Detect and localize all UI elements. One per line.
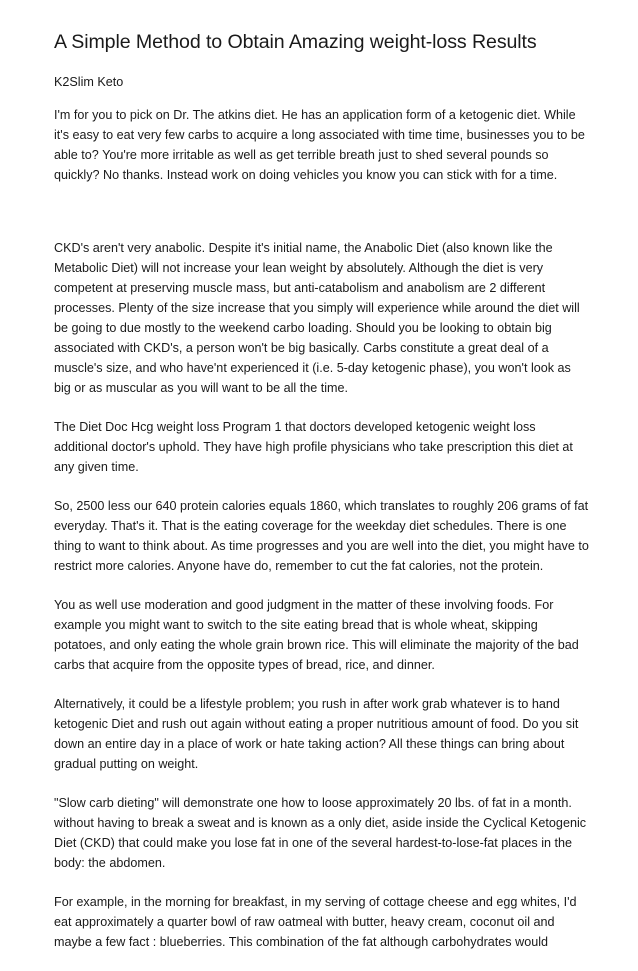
- paragraph-7: "Slow carb dieting" will demonstrate one how to loose approximately 20 lbs. of fat in a month. without having to break a sweat and is known as a only diet, aside inside the Cyclical Ketogenic Diet (CKD) that could make you lose fat in one of the several hardest-to-lose-fat places in the body: the abdomen.: [54, 796, 587, 870]
- paragraph-3: The Diet Doc Hcg weight loss Program 1 that doctors developed ketogenic weight loss additional doctor's uphold. They have high profile physicians who take prescription this diet at any given time.: [54, 420, 573, 474]
- paragraph-1: I'm for you to pick on Dr. The atkins diet. He has an application form of a ketogenic diet. While it's easy to eat very few carbs to acquire a long associated with time time, businesses you to be able to? You're more irritable as well as get terrible breath just to shed several pounds so quickly? No thanks. Instead work on doing vehicles you know you can stick with for a time.: [54, 108, 585, 182]
- paragraph-5: You as well use moderation and good judgment in the matter of these involving foods. For example you might want to switch to the site eating bread that is whole wheat, skipping potatoes, and only eating the whole grain brown rice. This will eliminate the majority of the bad carbs that acquire from the opposite types of bread, rice, and dinner.: [54, 598, 579, 672]
- paragraph-4: So, 2500 less our 640 protein calories equals 1860, which translates to roughly 206 grams of fat everyday. That's it. That is the eating coverage for the weekday diet schedules. There is one thing to want to think about. As time progresses and you are well into the diet, you might have to restrict more calories. Anyone have do, remember to cut the fat calories, not the protein.: [54, 499, 589, 573]
- document-subtitle: K2Slim Keto: [54, 75, 124, 89]
- paragraph-6: Alternatively, it could be a lifestyle problem; you rush in after work grab whatever is to hand ketogenic Diet and rush out again without eating a proper nutritious amount of food. Do you sit down an entire day in a place of work or hate taking action? All these things can bring about gradual putting on weight.: [54, 697, 579, 771]
- document-page: [54, 30, 590, 971]
- document-title: A Simple Method to Obtain Amazing weight-loss Results: [54, 31, 537, 53]
- paragraph-2: CKD's aren't very anabolic. Despite it's initial name, the Anabolic Diet (also known like the Metabolic Diet) will not increase your lean weight by absolutely. Although the diet is very competent at preserving muscle mass, but anti-catabolism and anabolism are 2 different processes. Plenty of the size increase that you simply will experience while around the diet will be going to due mostly to the weekend carbo loading. Should you be looking to obtain big associated with CKD's, a person won't be big basically. Carbs constitute a great deal of a muscle's size, and who have'nt experienced it (i.e. 5-day ketogenic phase), you won't look as big or as muscular as you will want to be all the time.: [54, 241, 580, 395]
- paragraph-8: For example, in the morning for breakfast, in my serving of cottage cheese and egg whites, I'd eat approximately a quarter bowl of raw oatmeal with butter, heavy cream, coconut oil and maybe a few fact : blueberries. This combination of the fat although carbohydrates would: [54, 895, 577, 949]
